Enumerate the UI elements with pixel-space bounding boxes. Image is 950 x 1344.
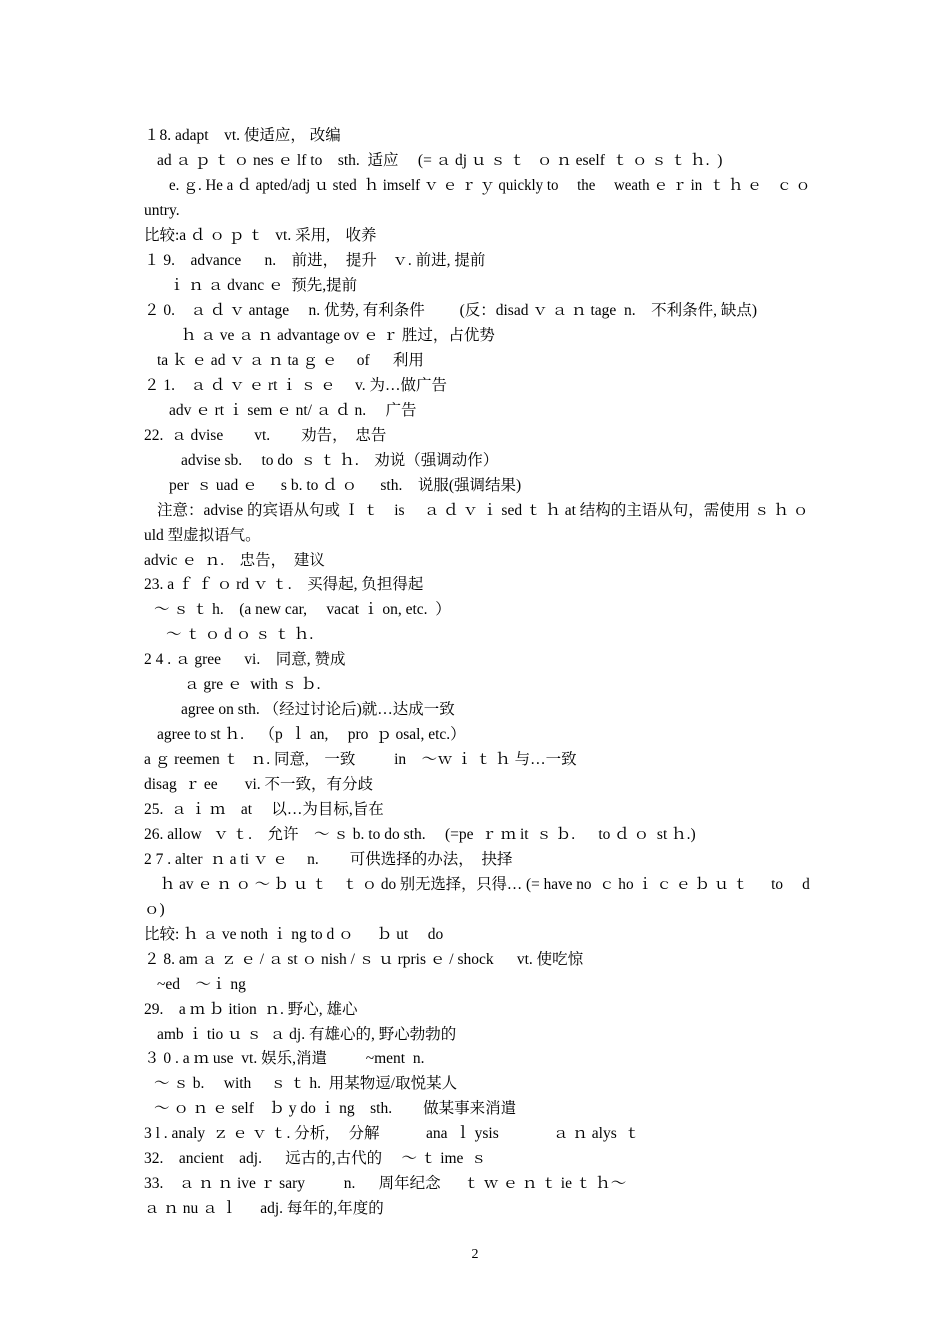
text-line: ａ gre ｅ with ｓ ｂ.	[184, 676, 321, 693]
text-line: 29. a ｍ ｂ ition ｎ. 野心, 雄心	[144, 1001, 358, 1018]
text-line: a ｇ reemen ｔ ｎ. 同意, 一致 in ～ｗ ｉ ｔ ｈ 与…一致	[144, 751, 577, 768]
text-line: 25. ａ ｉ ｍ at 以…为目标,旨在	[144, 801, 384, 818]
text-line: 33. ａ ｎ ｎ ive ｒ sary n. 周年纪念 ｔ ｗ ｅ ｎ ｔ ie ｔ ｈ～	[144, 1175, 627, 1192]
text-line: advise sb. to do ｓ ｔ ｈ. 劝说（强调动作）	[181, 452, 499, 469]
text-line: ～ ｔ ｏ d ｏ ｓ ｔ ｈ.	[166, 626, 314, 643]
text-line: ~ed ～ｉ ng	[157, 976, 246, 993]
text-line: 2 4 . ａ gree vi. 同意, 赞成	[144, 651, 346, 668]
text-line: ２ 8. am ａ ｚ ｅ / ａ st ｏ nish / ｓ ｕ rpris ｅ / shock vt. 使吃惊	[144, 951, 584, 968]
text-line: e. ｇ. He a ｄ apted/adj ｕ sted ｈ imself ｖ ｅ ｒ ｙ quickly to the weath ｅ ｒ in ｔ ｈ ｅ ｃ ｏ	[169, 177, 811, 194]
text-line: ～ ｓ ｔ h. (a new car, vacat ｉ on, etc. ）	[154, 601, 451, 618]
text-line: １ 9. advance n. 前进， 提升 ｖ. 前进, 提前	[144, 252, 486, 269]
text-line: ｈ av ｅ ｎ ｏ ～ ｂ ｕ ｔ ｔ ｏ do 别无选择，只得… (= have no ｃ ho ｉ ｃ ｅ ｂ ｕ ｔ to d	[160, 876, 810, 893]
text-line: untry.	[144, 202, 180, 219]
text-line: 3 l . analy ｚ ｅ ｖ ｔ. 分析, 分解 ana ｌ ysis ａ ｎ alys ｔ	[144, 1125, 640, 1142]
text-line: ～ ｓ b. with ｓ ｔ h. 用某物逗/取悦某人	[154, 1075, 458, 1092]
text-line: ad ａ ｐ ｔ ｏ nes ｅ lf to sth. 适应 (= ａ dj ｕ ｓ ｔ ｏ ｎ eself ｔ ｏ ｓ ｔ ｈ. )	[157, 152, 723, 169]
text-line: 比较:a ｄ ｏ ｐ ｔ vt. 采用, 收养	[144, 227, 377, 244]
text-line: ｏ)	[144, 901, 165, 918]
text-line: ta ｋ ｅ ad ｖ ａ ｎ ta ｇ ｅ of 利用	[157, 352, 424, 369]
text-line: ｈ ａ ve ａ ｎ advantage ov ｅ ｒ 胜过，占优势	[181, 327, 495, 344]
text-line: 比较: ｈ ａ ve noth ｉ ng to d ｏ ｂ ut do	[144, 926, 444, 943]
page-number: 2	[471, 1247, 479, 1262]
text-line: uld 型虚拟语气。	[144, 527, 261, 544]
text-line: ２ 0. ａ ｄ ｖ antage n. 优势, 有利条件 (反：disad ｖ ａ ｎ tage n. 不利条件, 缺点)	[144, 302, 758, 319]
text-line: 22. ａ dvise vt. 劝告， 忠告	[144, 427, 387, 444]
text-line: agree to st ｈ. （p ｌ an, pro ｐ osal, etc.）	[157, 726, 466, 743]
text-line: advic ｅ ｎ. 忠告， 建议	[144, 552, 325, 569]
text-line: 23. a ｆ ｆ ｏ rd ｖ ｔ. 买得起, 负担得起	[144, 576, 424, 593]
text-line: 2 7 . alter ｎ a ti ｖ ｅ n. 可供选择的办法， 抉择	[144, 851, 513, 868]
text-line: ２ 1. ａ ｄ ｖ ｅ rt ｉ ｓ ｅ v. 为…做广告	[144, 377, 447, 394]
text-line: 注意：advise 的宾语从句或 Ｉ ｔ is ａ ｄ ｖ ｉ sed ｔ ｈ at 结构的主语从句，需使用 ｓ ｈ ｏ	[157, 502, 809, 519]
text-line: agree on sth. （经过讨论后)就…达成一致	[181, 701, 455, 718]
text-line: １8. adapt vt. 使适应， 改编	[144, 127, 341, 144]
text-line: 26. allow ｖ ｔ. 允许 ～ ｓ b. to do sth. (=pe ｒ ｍ it ｓ ｂ. to ｄ ｏ st ｈ.)	[144, 826, 696, 843]
text-line: 32. ancient adj. 远古的,古代的 ～ ｔ ime ｓ	[144, 1150, 487, 1167]
text-line: ａ ｎ nu ａ ｌ adj. 每年的,年度的	[144, 1200, 384, 1217]
text-line: ｉ ｎ ａ dvanc ｅ 预先,提前	[169, 277, 358, 294]
text-line: per ｓ uad ｅ s b. to ｄ ｏ sth. 说服(强调结果)	[169, 477, 522, 494]
text-line: adv ｅ rt ｉ sem ｅ nt/ ａ ｄ n. 广告	[169, 402, 417, 419]
text-line: amb ｉ tio ｕ ｓ ａ dj. 有雄心的, 野心勃勃的	[157, 1026, 457, 1043]
text-line: ３ 0 . a ｍ use vt. 娱乐,消遣 ~ment n.	[144, 1050, 425, 1067]
text-line: ～ ｏ ｎ ｅ self ｂ y do ｉ ng sth. 做某事来消遣	[154, 1100, 517, 1117]
text-line: disag ｒ ee vi. 不一致，有分歧	[144, 776, 374, 793]
